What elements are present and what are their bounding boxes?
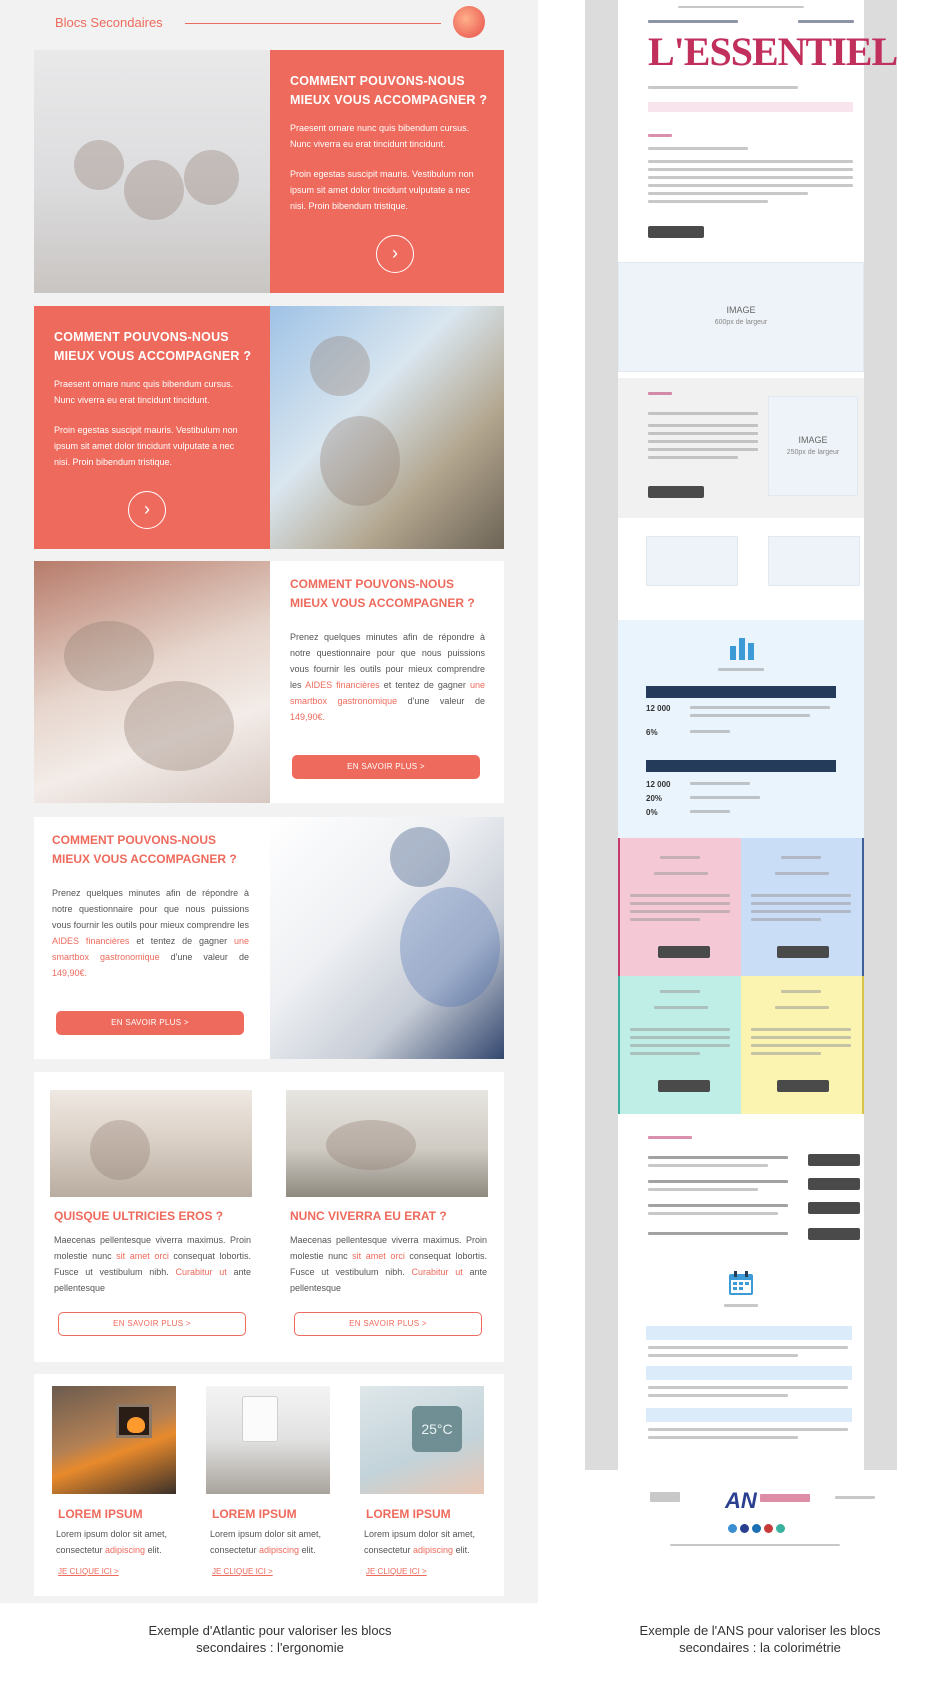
- header-left-label: [648, 20, 738, 23]
- block-title: COMMENT POUVONS-NOUS MIEUX VOUS ACCOMPAGNER ?: [290, 577, 475, 610]
- category-cell-blue: [741, 838, 864, 976]
- highlight-aides: AIDES financières: [52, 936, 130, 946]
- card-text: Maecenas pellentesque viverra maximus. Proin molestie nunc sit amet orci consequat lobortis. Fusce ut vestibulum nibh. Curabitur ut ante pellentesque: [290, 1235, 488, 1293]
- image-placeholder-600: IMAGE 600px de largeur: [618, 262, 864, 372]
- block-title: COMMENT POUVONS-NOUS MIEUX VOUS ACCOMPAGNER ?: [52, 833, 237, 866]
- colored-category-grid: [618, 838, 864, 1114]
- card-title: NUNC VIVERRA EU ERAT ?: [290, 1209, 447, 1223]
- bar-chart-icon: [728, 634, 756, 660]
- brand-blob-icon: [453, 6, 485, 38]
- block-paragraph-1: Praesent ornare nunc quis bibendum cursus. Nunc viverra eu erat tincidunt tincidunt.: [290, 123, 470, 149]
- card-text: Maecenas pellentesque viverra maximus. Proin molestie nunc sit amet orci consequat lobortis. Fusce ut vestibulum nibh. Curabitur ut ante pellentesque: [54, 1235, 252, 1293]
- social-icon[interactable]: [764, 1524, 773, 1533]
- block-text: [290, 120, 485, 214]
- ans-email-column: [618, 0, 898, 1470]
- coral-panel: [270, 50, 504, 293]
- content-block-4: [34, 817, 504, 1059]
- highlight-smartbox: une smartbox gastronomique: [52, 936, 249, 962]
- highlight-price: 149,90€.: [290, 712, 326, 722]
- card-title: LOREM IPSUM: [366, 1507, 451, 1521]
- ans-email-example: [585, 0, 897, 1470]
- block-text: Prenez quelques minutes afin de répondre à notre questionnaire pour que nous puissions vous fournir les outils pour mieux comprendre les AIDES financières et tentez de gagner une smartbox gastronomique d'une valeur de 149,90€.: [290, 632, 485, 722]
- stats-header-bar: [646, 760, 836, 772]
- category-button[interactable]: [777, 1080, 829, 1092]
- ans-logo: AN: [725, 1488, 757, 1513]
- agenda-item[interactable]: [646, 1326, 852, 1340]
- footer-legal-line: [670, 1544, 840, 1546]
- couple-sofa-photo: [286, 1090, 488, 1197]
- section-divider: [185, 23, 441, 24]
- learn-more-button[interactable]: EN SAVOIR PLUS >: [56, 1011, 244, 1035]
- list-button[interactable]: [808, 1202, 860, 1214]
- stats-header-bar: [646, 686, 836, 698]
- list-button[interactable]: [808, 1178, 860, 1190]
- social-icon[interactable]: [752, 1524, 761, 1533]
- highlight-price: 149,90€.: [52, 968, 88, 978]
- block-paragraph-2: Proin egestas suscipit mauris. Vestibulum non ipsum sit amet dolor tincidunt vulputate a nec nisi. Proin bibendum tristique.: [290, 169, 474, 211]
- header-right-label: [798, 20, 854, 23]
- block-title: COMMENT POUVONS-NOUS MIEUX VOUS ACCOMPAGNER ?: [290, 74, 488, 107]
- next-button[interactable]: [376, 235, 414, 273]
- card-title: LOREM IPSUM: [212, 1507, 297, 1521]
- calendar-icon: [728, 1270, 754, 1296]
- section-header: [55, 12, 485, 36]
- fireplace-photo: [52, 1386, 176, 1494]
- learn-more-button[interactable]: EN SAVOIR PLUS >: [292, 755, 480, 779]
- category-button[interactable]: [658, 946, 710, 958]
- small-image-placeholder: [768, 536, 860, 586]
- category-button[interactable]: [777, 946, 829, 958]
- thermostat-photo: [360, 1386, 484, 1494]
- learn-more-button[interactable]: EN SAVOIR PLUS >: [58, 1312, 246, 1336]
- content-block-5: [34, 1072, 504, 1362]
- content-block-3: [34, 561, 504, 803]
- card-text: Lorem ipsum dolor sit amet, consectetur adipiscing elit.: [56, 1529, 168, 1555]
- social-icon[interactable]: [776, 1524, 785, 1533]
- small-image-placeholder: [646, 536, 738, 586]
- list-button[interactable]: [808, 1228, 860, 1240]
- date-header-line: [678, 6, 804, 8]
- chevron-right-icon: ›: [144, 499, 150, 519]
- click-here-link[interactable]: JE CLIQUE ICI >: [212, 1567, 273, 1576]
- girl-bed-photo: [34, 561, 270, 803]
- caption-left: Exemple d'Atlantic pour valoriser les blocs secondaires : l'ergonomie: [148, 1623, 392, 1655]
- social-icon[interactable]: [740, 1524, 749, 1533]
- content-block-6: [34, 1374, 504, 1596]
- card-title: LOREM IPSUM: [58, 1507, 143, 1521]
- caption-right: Exemple de l'ANS pour valoriser les blocs secondaires : la colorimétrie: [639, 1623, 881, 1655]
- category-cell-pink: [618, 838, 741, 976]
- block-title: COMMENT POUVONS-NOUS MIEUX VOUS ACCOMPAGNER ?: [54, 330, 252, 363]
- ans-footer: [600, 1480, 890, 1560]
- content-block-1: [34, 50, 504, 293]
- edition-banner: [648, 102, 853, 112]
- plumber-photo: [270, 817, 504, 1059]
- agenda-item[interactable]: [646, 1366, 852, 1380]
- category-cell-mint: [618, 976, 741, 1114]
- card-text: Lorem ipsum dolor sit amet, consectetur adipiscing elit.: [364, 1529, 476, 1555]
- block-paragraph-1: Praesent ornare nunc quis bibendum cursus. Nunc viverra eu erat tincidunt tincidunt.: [54, 379, 234, 405]
- content-block-2: [34, 306, 504, 549]
- coral-panel: [34, 306, 270, 549]
- stats-block: [618, 620, 864, 840]
- learn-more-button[interactable]: EN SAVOIR PLUS >: [294, 1312, 482, 1336]
- chevron-right-icon: ›: [392, 243, 398, 263]
- stat-number: 0%: [646, 808, 658, 817]
- block-text: [54, 376, 249, 470]
- social-icon[interactable]: [728, 1524, 737, 1533]
- highlight-aides: AIDES financières: [305, 680, 380, 690]
- card-title: QUISQUE ULTRICIES EROS ?: [54, 1209, 224, 1223]
- stat-number: 20%: [646, 794, 663, 803]
- read-more-button[interactable]: [648, 226, 704, 238]
- category-button[interactable]: [658, 1080, 710, 1092]
- thermostat-display: 25°C: [412, 1406, 462, 1452]
- highlight-smartbox: une smartbox gastronomique: [290, 680, 485, 706]
- read-more-button[interactable]: [648, 486, 704, 498]
- ans-logo-wordmark: [760, 1494, 810, 1502]
- stat-number: 12 000: [646, 780, 671, 789]
- essentiel-logo: L'ESSENTIEL: [648, 29, 898, 74]
- block-paragraph-2: Proin egestas suscipit mauris. Vestibulum non ipsum sit amet dolor tincidunt vulputate a nec nisi. Proin bibendum tristique.: [54, 425, 238, 467]
- click-here-link[interactable]: JE CLIQUE ICI >: [366, 1567, 427, 1576]
- card-text: Lorem ipsum dolor sit amet, consectetur adipiscing elit.: [210, 1529, 322, 1555]
- family-sofa-photo: [50, 1090, 252, 1197]
- boiler-photo: [206, 1386, 330, 1494]
- next-button[interactable]: [128, 491, 166, 529]
- woman-window-photo: [270, 306, 504, 549]
- section-title: Blocs Secondaires: [55, 15, 163, 30]
- logo-subtitle: [648, 86, 798, 89]
- partner-logo: [835, 1496, 875, 1499]
- ministry-logo: [650, 1492, 680, 1502]
- stat-number: 12 000: [646, 704, 671, 713]
- click-here-link[interactable]: JE CLIQUE ICI >: [58, 1567, 119, 1576]
- agenda-item[interactable]: [646, 1408, 852, 1422]
- list-button[interactable]: [808, 1154, 860, 1166]
- category-cell-yellow: [741, 976, 864, 1114]
- image-placeholder-250: IMAGE 250px de largeur: [768, 396, 858, 496]
- family-photo: [34, 50, 270, 293]
- stat-number: 6%: [646, 728, 658, 737]
- block-text: Prenez quelques minutes afin de répondre à notre questionnaire pour que nous puissions vous fournir les outils pour mieux comprendre les AIDES financières et tentez de gagner une smartbox gastronomique d'une valeur de 149,90€.: [52, 888, 249, 978]
